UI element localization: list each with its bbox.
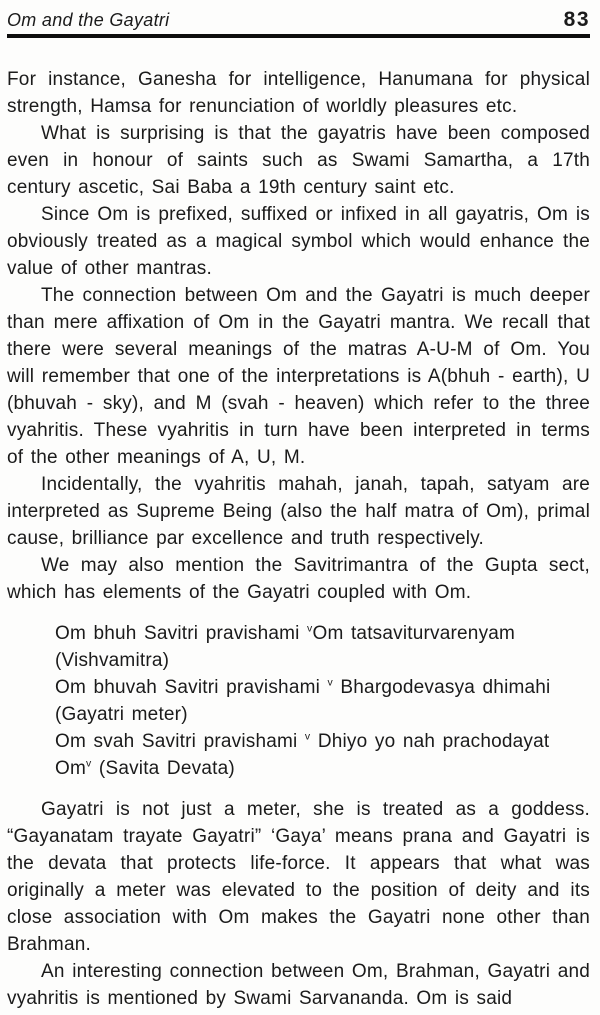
paragraph: Incidentally, the vyahritis mahah, janah, tapah, satyam are interpreted as Supreme Being (also the half matra of Om), primal cause, brilliance par excellence and truth respectively.	[7, 474, 590, 549]
paragraph-cut-off: An interesting connection between Om, Brahman, Gayatri and vyahritis is mentioned by Swami Sarvananda. Om is said	[7, 961, 590, 1009]
verse-attribution: (Vishvamitra)	[55, 650, 170, 671]
header-rule-divider	[7, 34, 590, 38]
running-header	[7, 8, 590, 32]
paragraph-continuation: For instance, Ganesha for intelligence, Hanumana for physical strength, Hamsa for renunciation of worldly pleasures etc.	[7, 69, 590, 117]
superscript-v-mark: v	[86, 758, 92, 770]
paragraph: Gayatri is not just a meter, she is treated as a goddess. “Gayanatam trayate Gayatri” ‘Gaya’ means prana and Gayatri is the devata that protects life-force. It appears that what was originally a meter was elevated to the position of deity and its close association with Om makes the Gayatri none other than Brahman.	[7, 799, 590, 955]
superscript-v-mark: v	[307, 623, 313, 635]
verse-line: Om bhuvah Savitri pravishami $^v$ Bhargodevasya dhimahi	[55, 677, 551, 698]
chapter-title: Om and the Gayatri	[7, 10, 170, 30]
superscript-v-mark: v	[304, 731, 311, 743]
verse-attribution: (Gayatri meter)	[55, 704, 188, 725]
verse-attribution: Om$^v$ (Savita Devata)	[55, 758, 235, 779]
page-body	[7, 66, 590, 1012]
page-number: 83	[563, 8, 590, 31]
mantra-verse-block	[55, 620, 590, 782]
superscript-v-mark: v	[327, 677, 333, 689]
verse-line: Om bhuh Savitri pravishami $^v$Om tatsaviturvarenyam	[55, 623, 516, 644]
paragraph: Since Om is prefixed, suffixed or infixed in all gayatris, Om is obviously treated as a magical symbol which would enhance the value of other mantras.	[7, 204, 590, 279]
paragraph: The connection between Om and the Gayatri is much deeper than mere affixation of Om in the Gayatri mantra. We recall that there were several meanings of the matras A-U-M of Om. You will remember that one of the interpretations is A(bhuh - earth), U (bhuvah - sky), and M (svah - heaven) which refer to the three vyahritis. These vyahritis in turn have been interpreted in terms of the other meanings of A, U, M.	[7, 285, 590, 468]
paragraph: We may also mention the Savitrimantra of the Gupta sect, which has elements of the Gayatri coupled with Om.	[7, 555, 590, 603]
verse-line: Om svah Savitri pravishami $^v$ Dhiyo yo nah prachodayat	[55, 731, 550, 752]
paragraph: What is surprising is that the gayatris have been composed even in honour of saints such as Swami Samartha, a 17th century ascetic, Sai Baba a 19th century saint etc.	[7, 123, 590, 198]
